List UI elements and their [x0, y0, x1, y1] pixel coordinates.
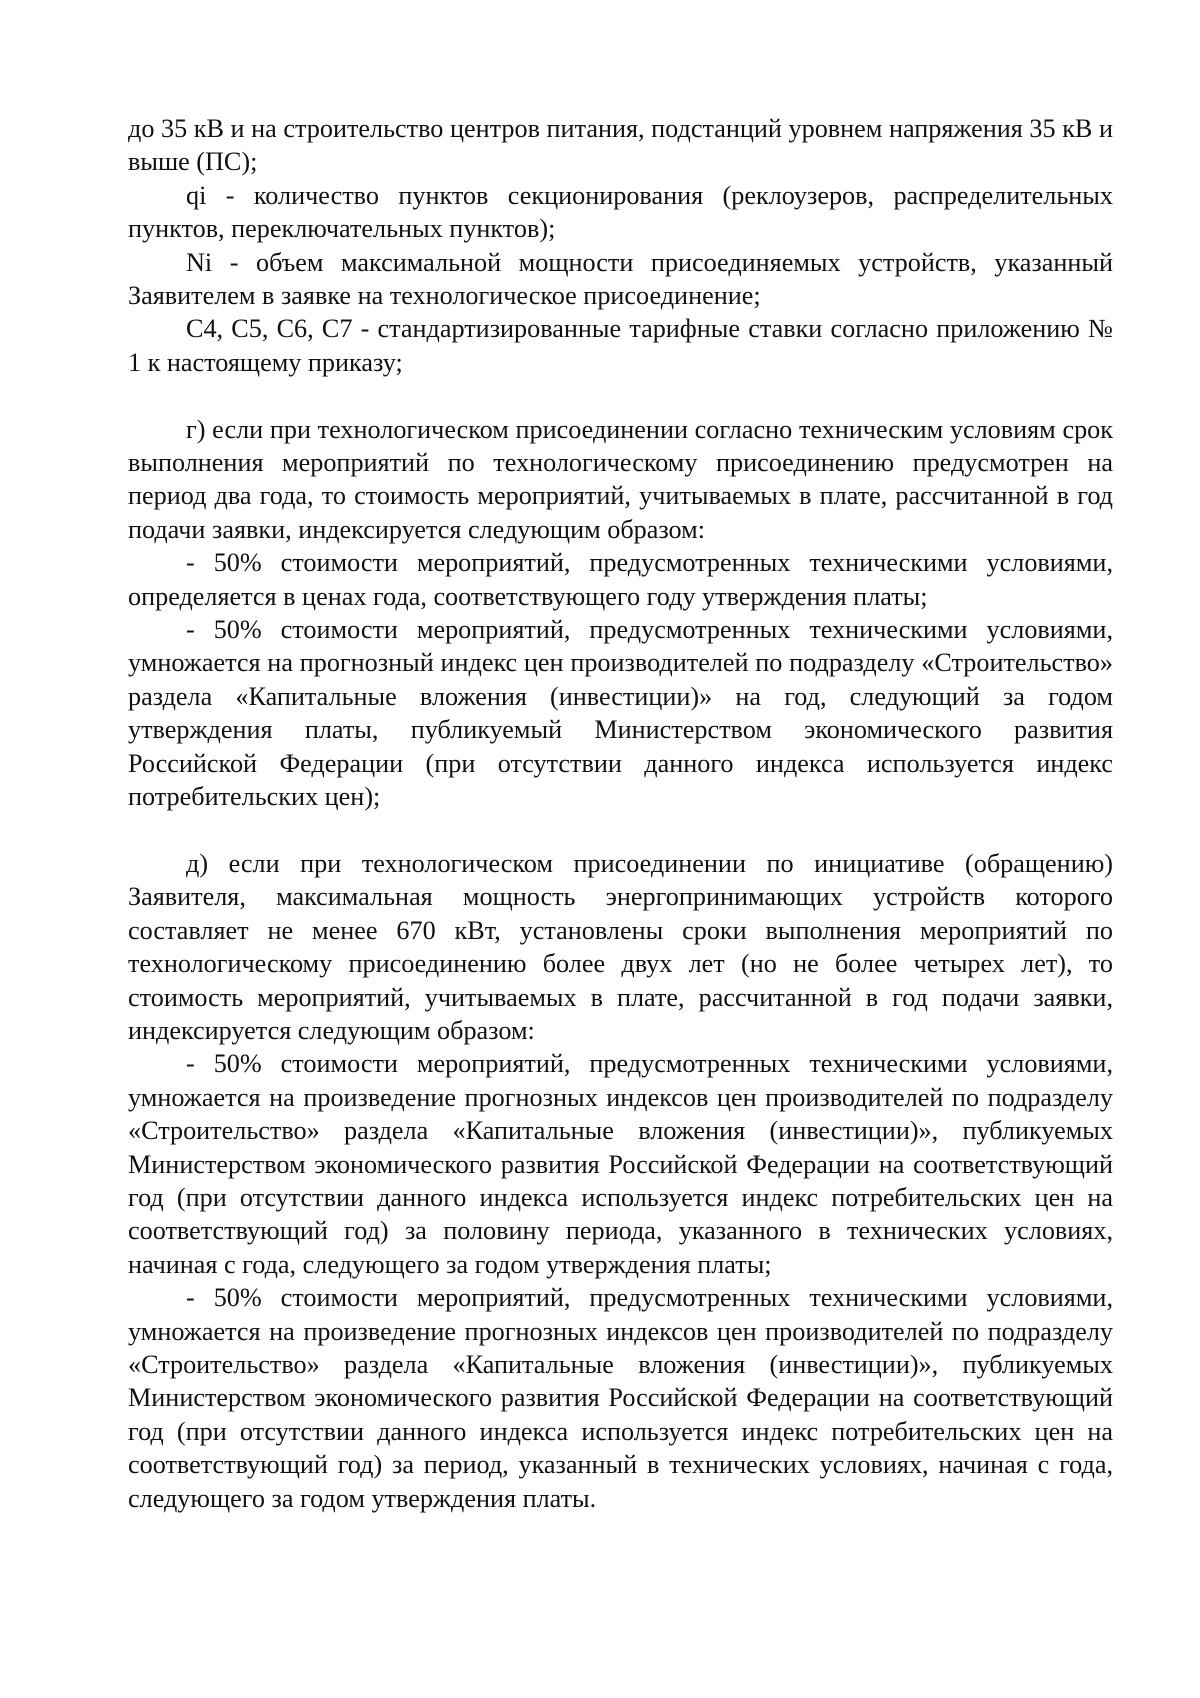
paragraph-item-g: г) если при технологическом присоединении согласно техническим условиям срок выполнения мероприятий по технологическому присоединению предусмотрен на период два года, то стоимость мероприятий, учитываемых в плате, рассчитанной в год подачи заявки, индексируется следующим образом: — [128, 414, 1113, 544]
paragraph-item-d-bullet-2: - 50% стоимости мероприятий, предусмотренных техническими условиями, умножается на произведение прогнозных индексов цен производителей по подразделу «Строительство» раздела «Капитальные вложения (инвестиции)», публикуемых Министерством экономического развития Российской Федерации на соответствующий год (при отсутствии данного индекса используется индекс потребительских цен на соответствующий год) за период, указанный в технических условиях, начиная с года, следующего за годом утверждения платы. — [128, 1283, 1113, 1513]
paragraph-item-g-bullet-1: - 50% стоимости мероприятий, предусмотренных техническими условиями, определяется в ценах года, соответствующего году утверждения платы; — [128, 548, 1113, 611]
paragraph-continuation: до 35 кВ и на строительство центров питания, подстанций уровнем напряжения 35 кВ и выше (ПС); — [128, 114, 1113, 177]
paragraph-rates-definition: С4, С5, С6, С7 - стандартизированные тарифные ставки согласно приложению № 1 к настоящему приказу; — [128, 314, 1113, 377]
document-body — [128, 112, 1113, 1515]
paragraph-item-d-bullet-1: - 50% стоимости мероприятий, предусмотренных техническими условиями, умножается на произведение прогнозных индексов цен производителей по подразделу «Строительство» раздела «Капитальные вложения (инвестиции)», публикуемых Министерством экономического развития Российской Федерации на соответствующий год (при отсутствии данного индекса используется индекс потребительских цен на соответствующий год) за половину периода, указанного в технических условиях, начиная с года, следующего за годом утверждения платы; — [128, 1049, 1113, 1279]
paragraph-qi-definition: qi - количество пунктов секционирования (реклоузеров, распределительных пунктов, переключательных пунктов); — [128, 180, 1113, 244]
paragraph-item-d: д) если при технологическом присоединении по инициативе (обращению) Заявителя, максимальная мощность энергопринимающих устройств которого составляет не менее 670 кВт, установлены сроки выполнения мероприятий по технологическому присоединению более двух лет (но не более четырех лет), то стоимость мероприятий, учитываемых в плате, рассчитанной в год подачи заявки, индексируется следующим образом: — [128, 848, 1113, 1045]
paragraph-item-g-bullet-2: - 50% стоимости мероприятий, предусмотренных техническими условиями, умножается на прогнозный индекс цен производителей по подразделу «Строительство» раздела «Капитальные вложения (инвестиции)» на год, следующий за годом утверждения платы, публикуемый Министерством экономического развития Российской Федерации (при отсутствии данного индекса используется индекс потребительских цен); — [128, 615, 1113, 812]
paragraph-ni-definition: Ni - объем максимальной мощности присоединяемых устройств, указанный Заявителем в заявке на технологическое присоединение; — [128, 247, 1113, 311]
